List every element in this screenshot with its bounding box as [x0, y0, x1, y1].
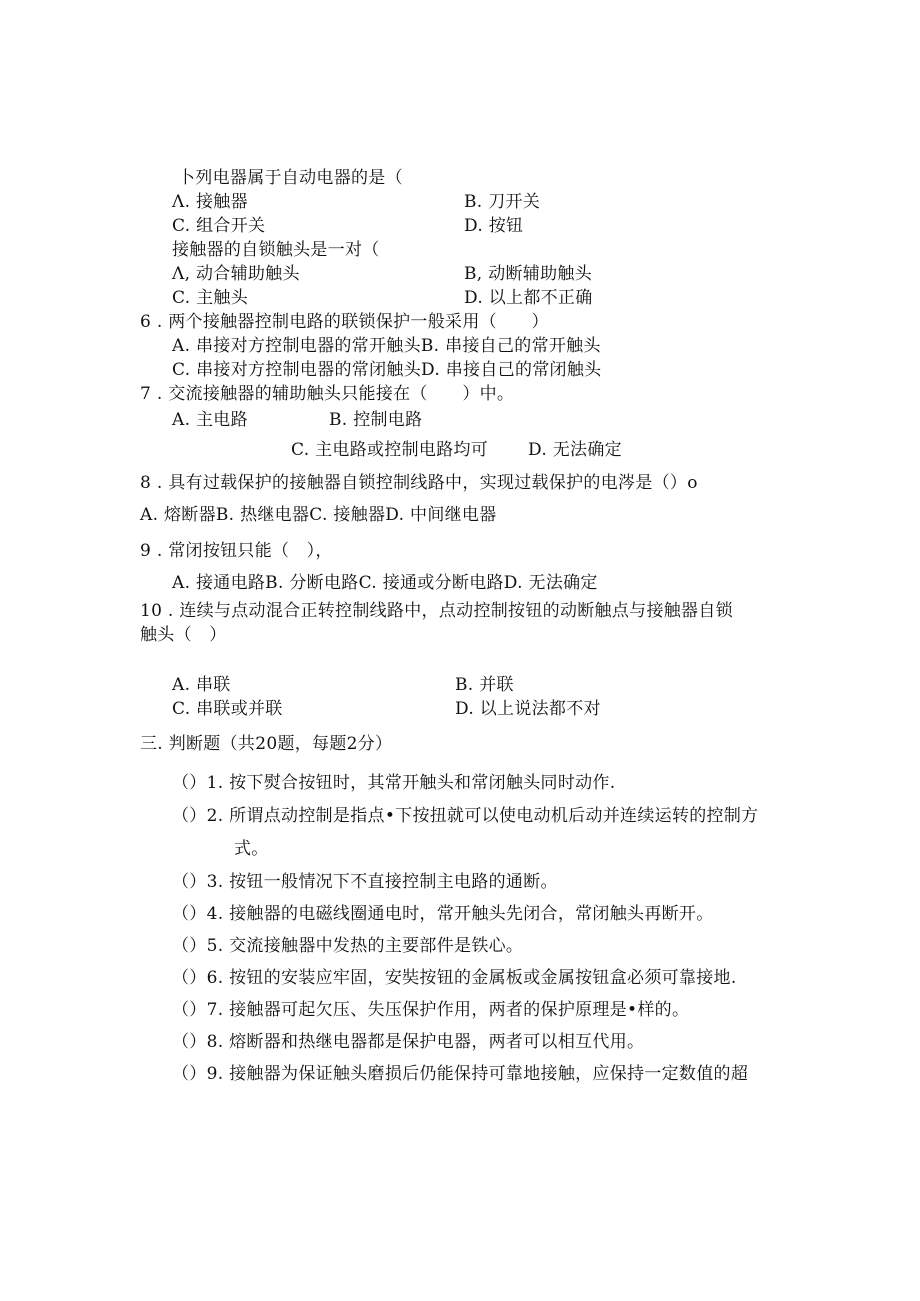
q4-stem: 接触器的自锁触头是一对（	[172, 240, 380, 260]
tf-item-2: （）2. 所谓点动控制是指点•下按扭就可以使电动机后动并连续运转的控制方	[172, 806, 759, 826]
q8-options: A. 熔断器B. 热继电器C. 接触器D. 中间继电器	[140, 505, 497, 525]
tf-item-7: （）7. 接触器可起欠压、失压保护作用，两者的保护原理是•样的。	[172, 1000, 690, 1020]
tf-item-4: （）4. 接触器的电磁线圈通电时，常开触头先闭合，常闭触头再断开。	[172, 904, 714, 924]
q3-stem: 卜列电器属于自动电器的是（	[178, 168, 403, 188]
q7-option-d: D. 无法确定	[528, 440, 622, 460]
q10-option-a: A. 串联	[172, 675, 231, 695]
q4-option-b: B, 动断辅助触头	[464, 264, 592, 284]
q4-option-a: Λ, 动合辅助触头	[172, 264, 300, 284]
q7-option-b: B. 控制电路	[329, 410, 423, 430]
tf-item-9: （）9. 接触器为保证触头磨损后仍能保持可靠地接触，应保持一定数值的超	[172, 1064, 749, 1084]
q10-option-d: D. 以上说法都不对	[455, 699, 601, 719]
q3-option-d: D. 按钮	[464, 216, 524, 236]
q6-options-ab: A. 串接对方控制电器的常开触头B. 串接自己的常开触头	[172, 336, 601, 356]
q10-stem: 10 . 连续与点动混合正转控制线路中，点动控制按钮的动断触点与接触器自锁	[140, 601, 733, 621]
tf-item-8: （）8. 熔断器和热继电器都是保护电器，两者可以相互代用。	[172, 1032, 645, 1052]
q10-option-c: C. 串联或并联	[172, 699, 283, 719]
q4-option-d: D. 以上都不正确	[464, 288, 593, 308]
tf-item-3: （）3. 按钮一般情况下不直接控制主电路的通断。	[172, 872, 558, 892]
q9-stem: 9 . 常闭按钮只能（ ），	[140, 541, 333, 561]
tf-item-1: （）1. 按下熨合按钮时，其常开触头和常闭触头同时动作.	[172, 773, 616, 793]
q10-option-b: B. 并联	[455, 675, 514, 695]
q7-option-c: C. 主电路或控制电路均可	[291, 440, 489, 460]
q4-option-c: C. 主触头	[172, 288, 249, 308]
q3-option-b: B. 刀开关	[464, 192, 541, 212]
q6-stem: 6 . 两个接触器控制电路的联锁保护一般采用（ ）	[140, 312, 549, 332]
q8-stem: 8 . 具有过载保护的接触器自锁控制线路中，实现过载保护的电涔是（）o	[140, 473, 698, 493]
q3-option-a: Λ. 接触器	[172, 192, 248, 212]
q7-option-a: A. 主电路	[172, 410, 248, 430]
section-3-heading: 三. 判断题（共20题，每题2分）	[140, 734, 393, 754]
q6-options-cd: C. 串接对方控制电器的常闭触头D. 串接自己的常闭触头	[172, 360, 602, 380]
q7-stem: 7 . 交流接触器的辅助触头只能接在（ ）中。	[140, 384, 515, 404]
tf-item-2-continued: 式。	[234, 839, 269, 859]
q3-option-c: C. 组合开关	[172, 216, 266, 236]
tf-item-6: （）6. 按钮的安装应牢固，安奘按钮的金属板或金属按钮盒必须可靠接地.	[172, 968, 737, 988]
q10-stem-continued: 触头（ ）	[140, 625, 227, 645]
q9-options: A. 接通电路B. 分断电路C. 接通或分断电路D. 无法确定	[172, 573, 598, 593]
tf-item-5: （）5. 交流接触器中发热的主要部件是铁心。	[172, 936, 524, 956]
